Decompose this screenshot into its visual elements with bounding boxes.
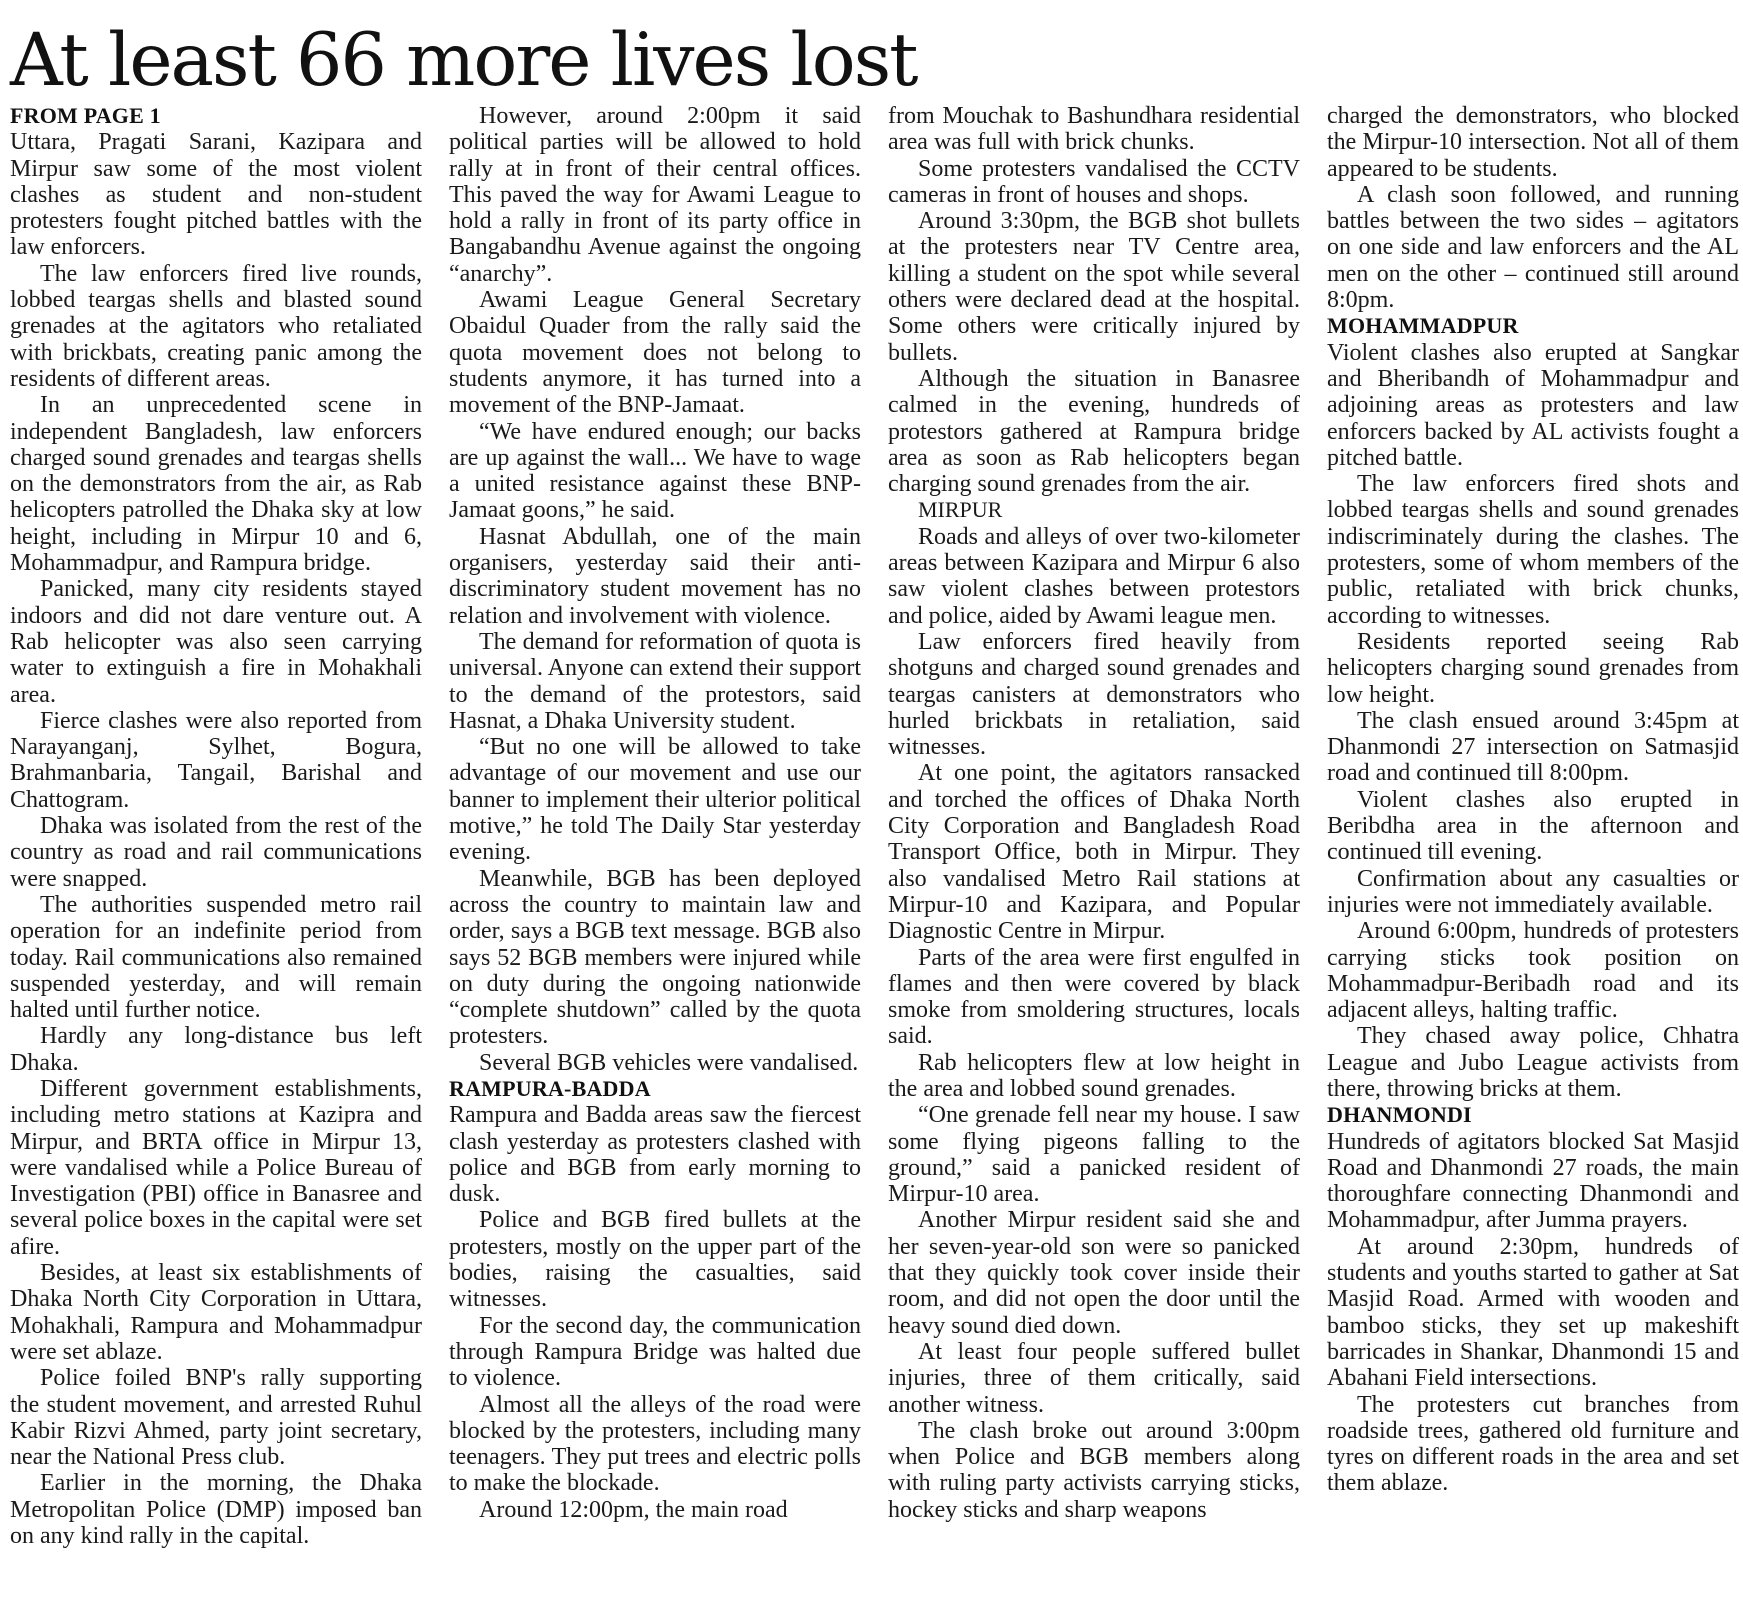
section-subhead: DHANMONDI (1327, 1102, 1472, 1128)
article-column-4 (1327, 103, 1739, 1497)
section-subhead: MOHAMMADPUR (1327, 313, 1519, 339)
article-column-2 (449, 103, 861, 1523)
article-paragraph: Police and BGB fired bullets at the protesters, mostly on the upper part of the bodies, raising the casualties, said witnesses. (449, 1207, 861, 1313)
article-paragraph: The demand for reformation of quota is universal. Anyone can extend their support to the demand of the protestors, said Hasnat, a Dhaka University student. (449, 628, 861, 734)
article-paragraph: Although the situation in Banasree calmed in the evening, hundreds of protestors gathered at Rampura bridge area as soon as Rab helicopters began charging sound grenades from the air. (888, 365, 1300, 498)
article-paragraph: Roads and alleys of over two-kilometer areas between Kazipara and Mirpur 6 also saw violent clashes between protestors and police, aided by Awami league men. (888, 523, 1300, 629)
article-paragraph: Some protesters vandalised the CCTV cameras in front of houses and shops. (888, 155, 1300, 208)
article-paragraph: Almost all the alleys of the road were blocked by the protesters, including many teenagers. They put trees and electric polls to make the blockade. (449, 1391, 861, 1497)
article-paragraph: Around 3:30pm, the BGB shot bullets at the protesters near TV Centre area, killing a student on the spot while several others were declared dead at the hospital. Some others were critically injured by bullets. (888, 208, 1300, 366)
section-subhead: RAMPURA-BADDA (449, 1075, 651, 1101)
article-paragraph: Hundreds of agitators blocked Sat Masjid Road and Dhanmondi 27 roads, the main thoroughfare connecting Dhanmondi and Mohammadpur, after Jumma prayers. (1327, 1128, 1739, 1234)
article-paragraph: The law enforcers fired shots and lobbed teargas shells and sound grenades indiscriminately during the clashes. The protesters, some of whom members of the public, retaliated with brick chunks, according to witnesses. (1327, 471, 1739, 629)
section-subhead: MIRPUR (918, 497, 1003, 523)
article-paragraph: charged the demonstrators, who blocked the Mirpur-10 intersection. Not all of them appeared to be students. (1327, 103, 1739, 182)
article-paragraph: At least four people suffered bullet injuries, three of them critically, said another witness. (888, 1338, 1300, 1418)
article-paragraph: The clash broke out around 3:00pm when Police and BGB members along with ruling party activists carrying sticks, hockey sticks and sharp weapons (888, 1417, 1300, 1523)
article-paragraph: At around 2:30pm, hundreds of students and youths started to gather at Sat Masjid Road. Armed with wooden and bamboo sticks, they set up makeshift barricades in Shankar, Dhanmondi 15 and Abahani Field intersections. (1327, 1233, 1739, 1392)
headline: At least 66 more lives lost (10, 18, 917, 103)
article-paragraph: Around 6:00pm, hundreds of protesters carrying sticks took position on Mohammadpur-Beribadh road and its adjacent alleys, halting traffic. (1327, 918, 1739, 1024)
article-paragraph: Hasnat Abdullah, one of the main organisers, yesterday said their anti-discriminatory student movement has no relation and involvement with violence. (449, 523, 861, 629)
article-column-3 (888, 103, 1300, 1523)
article-paragraph: Besides, at least six establishments of Dhaka North City Corporation in Uttara, Mohakhali, Rampura and Mohammadpur were set ablaze. (10, 1260, 422, 1365)
article-paragraph: Another Mirpur resident said she and her seven-year-old son were so panicked that they quickly took cover inside their room, and did not open the door until the heavy sound died down. (888, 1207, 1300, 1339)
article-paragraph: Rampura and Badda areas saw the fiercest clash yesterday as protesters clashed with police and BGB from early morning to dusk. (449, 1102, 861, 1208)
article-paragraph: Fierce clashes were also reported from Narayanganj, Sylhet, Bogura, Brahmanbaria, Tangail, Barishal and Chattogram. (10, 707, 422, 813)
article-paragraph: Uttara, Pragati Sarani, Kazipara and Mirpur saw some of the most violent clashes as student and non-student protesters fought pitched battles with the law enforcers. (10, 129, 422, 261)
article-paragraph: Dhaka was isolated from the rest of the country as road and rail communications were snapped. (10, 813, 422, 892)
article-paragraph: They chased away police, Chhatra League and Jubo League activists from there, throwing bricks at them. (1327, 1023, 1739, 1102)
article-paragraph: Confirmation about any casualties or injuries were not immediately available. (1327, 865, 1739, 918)
article-paragraph: from Mouchak to Bashundhara residential area was full with brick chunks. (888, 103, 1300, 156)
article-paragraph: “One grenade fell near my house. I saw some flying pigeons falling to the ground,” said a panicked resident of Mirpur-10 area. (888, 1102, 1300, 1208)
article-paragraph: “But no one will be allowed to take advantage of our movement and use our banner to implement their ulterior political motive,” he told The Daily Star yesterday evening. (449, 734, 861, 866)
article-paragraph: Hardly any long-distance bus left Dhaka. (10, 1023, 422, 1076)
article-paragraph: Residents reported seeing Rab helicopters charging sound grenades from low height. (1327, 628, 1739, 708)
article-paragraph: In an unprecedented scene in independent Bangladesh, law enforcers charged sound grenades and teargas shells on the demonstrators from the air, as Rab helicopters patrolled the Dhaka sky at low height, including in Mirpur 10 and 6, Mohammadpur, and Rampura bridge. (10, 392, 422, 577)
article-paragraph: “We have endured enough; our backs are up against the wall... We have to wage a united resistance against these BNP-Jamaat goons,” he said. (449, 418, 861, 524)
article-paragraph: Rab helicopters flew at low height in the area and lobbed sound grenades. (888, 1049, 1300, 1102)
article-paragraph: Different government establishments, including metro stations at Kazipra and Mirpur, and BRTA office in Mirpur 13, were vandalised while a Police Bureau of Investigation (PBI) office in Banasree and several police boxes in the capital were set afire. (10, 1075, 422, 1260)
article-paragraph: Meanwhile, BGB has been deployed across the country to maintain law and order, says a BGB text message. BGB also says 52 BGB members were injured while on duty during the ongoing nationwide “complete shutdown” called by the quota protesters. (449, 865, 861, 1050)
article-column-1 (10, 103, 422, 1549)
article-paragraph: Law enforcers fired heavily from shotguns and charged sound grenades and teargas canisters at demonstrators who hurled brickbats in retaliation, said witnesses. (888, 628, 1300, 761)
article-paragraph: Panicked, many city residents stayed indoors and did not dare venture out. A Rab helicopter was also seen carrying water to extinguish a fire in Mohakhali area. (10, 576, 422, 708)
article-paragraph: The law enforcers fired live rounds, lobbed teargas shells and blasted sound grenades at the agitators who retaliated with brickbats, creating panic among the residents of different areas. (10, 260, 422, 392)
article-paragraph: Violent clashes also erupted in Beribdha area in the afternoon and continued till evening. (1327, 786, 1739, 866)
article-paragraph: At one point, the agitators ransacked and torched the offices of Dhaka North City Corporation and Bangladesh Road Transport Office, both in Mirpur. They also vandalised Metro Rail stations at Mirpur-10 and Kazipara, and Popular Diagnostic Centre in Mirpur. (888, 760, 1300, 945)
article-paragraph: Awami League General Secretary Obaidul Quader from the rally said the quota movement does not belong to students anymore, it has turned into a movement of the BNP-Jamaat. (449, 287, 861, 419)
article-paragraph: A clash soon followed, and running battles between the two sides – agitators on one side and law enforcers and the AL men on the other – continued still around 8:0pm. (1327, 181, 1739, 314)
article-paragraph: Police foiled BNP's rally supporting the student movement, and arrested Ruhul Kabir Rizvi Ahmed, party joint secretary, near the National Press club. (10, 1365, 422, 1471)
article-paragraph: Parts of the area were first engulfed in flames and then were covered by black smoke from smoldering structures, locals said. (888, 944, 1300, 1050)
article-paragraph: Several BGB vehicles were vandalised. (479, 1049, 859, 1076)
page-kicker: FROM PAGE 1 (10, 103, 161, 128)
article-paragraph: Around 12:00pm, the main road (479, 1496, 788, 1523)
article-paragraph: For the second day, the communication through Rampura Bridge was halted due to violence. (449, 1312, 861, 1392)
article-paragraph: The protesters cut branches from roadside trees, gathered old furniture and tyres on different roads in the area and set them ablaze. (1327, 1391, 1739, 1497)
article-paragraph: Earlier in the morning, the Dhaka Metropolitan Police (DMP) imposed ban on any kind rally in the capital. (10, 1470, 422, 1550)
article-paragraph: The authorities suspended metro rail operation for an indefinite period from today. Rail communications also remained suspended yesterday, and will remain halted until further notice. (10, 891, 422, 1024)
article-paragraph: Violent clashes also erupted at Sangkar and Bheribandh of Mohammadpur and adjoining areas as protesters and law enforcers backed by AL activists fought a pitched battle. (1327, 339, 1739, 471)
article-paragraph: However, around 2:00pm it said political parties will be allowed to hold rally at in front of their central offices. This paved the way for Awami League to hold a rally in front of its party office in Bangabandhu Avenue against the ongoing “anarchy”. (449, 103, 861, 287)
article-paragraph: The clash ensued around 3:45pm at Dhanmondi 27 intersection on Satmasjid road and continued till 8:00pm. (1327, 707, 1739, 787)
